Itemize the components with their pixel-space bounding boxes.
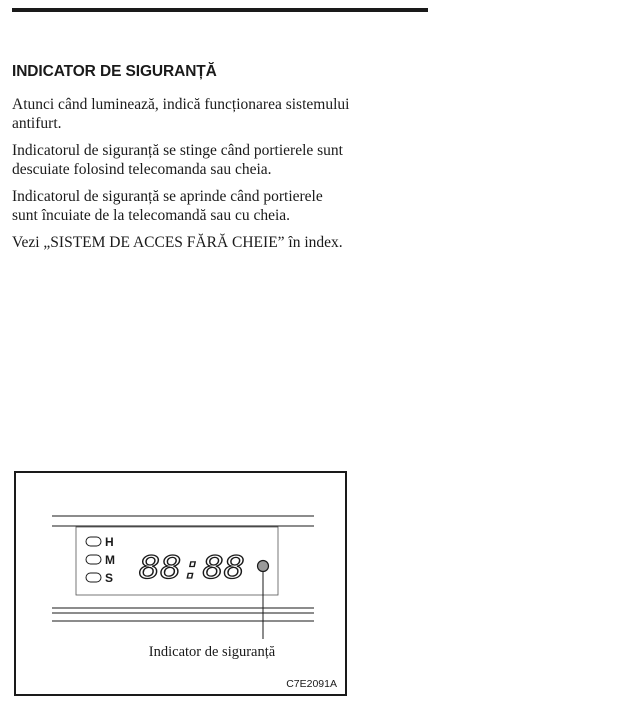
paragraph-lock: Indicatorul de siguranță se aprinde când portierele sunt încuiate de la telecomandă sau cu cheia. [12, 188, 323, 224]
mode-label-s: S [105, 571, 114, 585]
clock-digits: 88:88 [139, 550, 245, 586]
mode-label-m: M [105, 553, 115, 567]
paragraph-unlock: Indicatorul de siguranță se stinge când portierele sunt descuiate folosind telecomanda sau cheia. [12, 142, 343, 178]
body-text [12, 95, 352, 260]
hour-mode-indicator [86, 537, 101, 546]
figure-code: C7E2091A [286, 678, 337, 690]
clock-display-illustration [16, 473, 345, 694]
second-mode-indicator [86, 573, 101, 582]
section-title: INDICATOR DE SIGURANȚĂ [12, 63, 217, 80]
mode-label-h: H [105, 535, 114, 549]
paragraph-reference: Vezi „SISTEM DE ACCES FĂRĂ CHEIE” în index. [12, 234, 343, 251]
minute-mode-indicator [86, 555, 101, 564]
figure-frame [14, 471, 347, 696]
paragraph-function: Atunci când luminează, indică funcționarea sistemului antifurt. [12, 96, 350, 132]
security-indicator-lamp [258, 561, 269, 572]
top-rule [12, 8, 428, 12]
callout-label: Indicator de siguranță [148, 644, 276, 660]
